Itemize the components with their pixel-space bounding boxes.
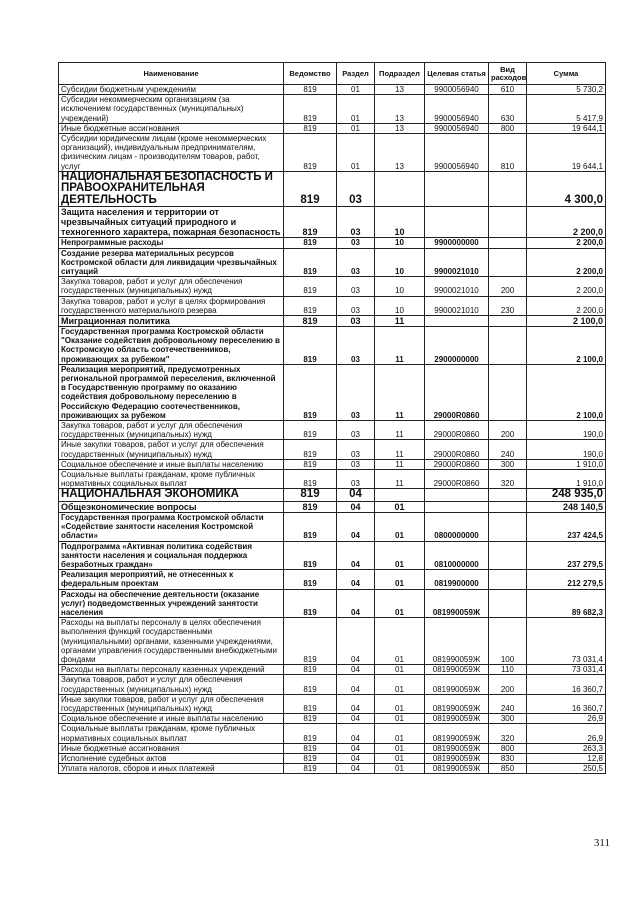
table-row [59, 95, 606, 124]
row-amount: 2 200,0 [527, 238, 606, 248]
row-target-article: 29000R0860 [425, 459, 489, 469]
row-department: 819 [284, 296, 337, 315]
row-department: 819 [284, 315, 337, 326]
row-expense-type [489, 171, 527, 207]
row-subsection: 11 [375, 315, 425, 326]
row-subsection: 13 [375, 134, 425, 172]
row-amount: 250,5 [527, 764, 606, 774]
row-name: Социальное обеспечение и иные выплаты населению [59, 714, 284, 724]
row-section: 04 [337, 589, 375, 618]
table-row [59, 501, 606, 512]
row-target-article: 081990059Ж [425, 675, 489, 694]
row-subsection: 11 [375, 364, 425, 420]
table-row [59, 618, 606, 665]
row-target-article: 0819900000 [425, 570, 489, 589]
table-row [59, 489, 606, 502]
row-name: Субсидии некоммерческим организациям (за исключением государственных (муниципальных) учреждений) [59, 95, 284, 124]
row-section: 03 [337, 470, 375, 489]
row-expense-type [489, 489, 527, 502]
row-name: Закупка товаров, работ и услуг в целях формирования государственного материального резерва [59, 296, 284, 315]
row-amount: 16 360,7 [527, 675, 606, 694]
row-amount: 2 200,0 [527, 277, 606, 296]
row-expense-type: 100 [489, 618, 527, 665]
row-name: Социальные выплаты гражданам, кроме публичных нормативных социальных выплат [59, 470, 284, 489]
row-name: Государственная программа Костромской области "Оказание содействия добровольному переселению в Костромскую область соотечественников, проживающих за рубежом" [59, 326, 284, 364]
row-department: 819 [284, 753, 337, 763]
row-section: 04 [337, 541, 375, 570]
row-expense-type: 630 [489, 95, 527, 124]
row-expense-type: 240 [489, 440, 527, 459]
row-name: Закупка товаров, работ и услуг для обеспечения государственных (муниципальных) нужд [59, 675, 284, 694]
row-section: 03 [337, 326, 375, 364]
row-subsection: 01 [375, 589, 425, 618]
row-name: НАЦИОНАЛЬНАЯ ЭКОНОМИКА [59, 489, 284, 502]
row-expense-type: 200 [489, 277, 527, 296]
row-target-article [425, 501, 489, 512]
row-amount: 2 200,0 [527, 207, 606, 238]
table-row [59, 277, 606, 296]
row-subsection [375, 171, 425, 207]
row-expense-type [489, 501, 527, 512]
row-section: 04 [337, 665, 375, 675]
row-target-article: 29000R0860 [425, 440, 489, 459]
row-section: 04 [337, 764, 375, 774]
row-target-article: 9900021010 [425, 248, 489, 277]
row-amount: 73 031,4 [527, 665, 606, 675]
row-amount: 19 644,1 [527, 134, 606, 172]
table-row [59, 694, 606, 713]
row-section: 04 [337, 489, 375, 502]
row-name: Непрограммные расходы [59, 238, 284, 248]
row-section: 04 [337, 694, 375, 713]
row-expense-type: 800 [489, 123, 527, 133]
row-name: Общеэкономические вопросы [59, 501, 284, 512]
row-amount: 263,3 [527, 743, 606, 753]
row-target-article: 9900056940 [425, 134, 489, 172]
table-row [59, 459, 606, 469]
row-subsection: 11 [375, 326, 425, 364]
row-subsection: 01 [375, 694, 425, 713]
row-section: 03 [337, 315, 375, 326]
table-row [59, 123, 606, 133]
row-expense-type: 800 [489, 743, 527, 753]
table-row [59, 570, 606, 589]
row-name: Социальное обеспечение и иные выплаты населению [59, 459, 284, 469]
table-row [59, 134, 606, 172]
row-section: 03 [337, 440, 375, 459]
row-amount: 5 417,9 [527, 95, 606, 124]
row-target-article: 29000R0860 [425, 470, 489, 489]
row-subsection: 01 [375, 714, 425, 724]
row-name: Иные закупки товаров, работ и услуг для обеспечения государственных (муниципальных) нужд [59, 440, 284, 459]
table-row [59, 420, 606, 439]
row-name: Расходы на выплаты персоналу в целях обеспечения выполнения функций государственными (муниципальными) органами, казенными учреждениями, органами управления государственными внебюджетными фондами [59, 618, 284, 665]
row-target-article [425, 315, 489, 326]
row-section: 03 [337, 364, 375, 420]
table-row [59, 724, 606, 743]
row-name: Уплата налогов, сборов и иных платежей [59, 764, 284, 774]
row-expense-type [489, 364, 527, 420]
row-subsection: 01 [375, 512, 425, 541]
row-subsection: 01 [375, 743, 425, 753]
row-department: 819 [284, 714, 337, 724]
row-section: 04 [337, 501, 375, 512]
row-target-article: 081990059Ж [425, 764, 489, 774]
row-amount: 190,0 [527, 420, 606, 439]
row-department: 819 [284, 512, 337, 541]
row-expense-type: 850 [489, 764, 527, 774]
row-expense-type: 320 [489, 470, 527, 489]
row-amount: 190,0 [527, 440, 606, 459]
row-target-article: 9900000000 [425, 238, 489, 248]
row-expense-type [489, 541, 527, 570]
row-amount: 73 031,4 [527, 618, 606, 665]
row-department: 819 [284, 171, 337, 207]
table-row [59, 470, 606, 489]
row-amount: 2 100,0 [527, 315, 606, 326]
row-name: Закупка товаров, работ и услуг для обеспечения государственных (муниципальных) нужд [59, 277, 284, 296]
row-amount: 2 200,0 [527, 248, 606, 277]
row-name: Субсидии юридическим лицам (кроме некоммерческих организаций), индивидуальным предпринимателям, физическим лицам - производителям товаров, работ, услуг [59, 134, 284, 172]
row-department: 819 [284, 501, 337, 512]
row-expense-type: 300 [489, 714, 527, 724]
row-target-article [425, 489, 489, 502]
row-department: 819 [284, 95, 337, 124]
row-expense-type [489, 207, 527, 238]
row-amount: 26,9 [527, 714, 606, 724]
row-department: 819 [284, 618, 337, 665]
row-section: 03 [337, 248, 375, 277]
header-expense-type: Вид расходов [489, 63, 527, 85]
row-expense-type: 810 [489, 134, 527, 172]
row-section: 03 [337, 277, 375, 296]
row-department: 819 [284, 207, 337, 238]
row-subsection: 13 [375, 123, 425, 133]
row-target-article: 081990059Ж [425, 694, 489, 713]
row-subsection: 01 [375, 570, 425, 589]
row-section: 04 [337, 714, 375, 724]
row-expense-type [489, 512, 527, 541]
row-amount: 5 730,2 [527, 85, 606, 95]
table-row [59, 541, 606, 570]
row-section: 04 [337, 570, 375, 589]
row-section: 01 [337, 95, 375, 124]
row-name: Иные бюджетные ассигнования [59, 743, 284, 753]
row-department: 819 [284, 724, 337, 743]
table-row [59, 85, 606, 95]
row-target-article: 2900000000 [425, 326, 489, 364]
table-row [59, 296, 606, 315]
row-target-article: 29000R0860 [425, 420, 489, 439]
row-subsection: 01 [375, 675, 425, 694]
row-department: 819 [284, 134, 337, 172]
table-row [59, 589, 606, 618]
row-amount: 248 140,5 [527, 501, 606, 512]
row-section: 04 [337, 512, 375, 541]
row-target-article: 081990059Ж [425, 589, 489, 618]
row-amount: 26,9 [527, 724, 606, 743]
row-department: 819 [284, 489, 337, 502]
row-department: 819 [284, 85, 337, 95]
row-expense-type [489, 315, 527, 326]
row-department: 819 [284, 459, 337, 469]
row-subsection: 01 [375, 753, 425, 763]
row-department: 819 [284, 743, 337, 753]
row-target-article: 9900056940 [425, 123, 489, 133]
row-name: Реализация мероприятий, не отнесенных к федеральным проектам [59, 570, 284, 589]
row-name: Миграционная политика [59, 315, 284, 326]
row-name: Расходы на обеспечение деятельности (оказание услуг) подведомственных учреждений занятости населения [59, 589, 284, 618]
budget-table [58, 62, 606, 774]
header-target-article: Целевая статья [425, 63, 489, 85]
row-section: 04 [337, 743, 375, 753]
row-subsection: 11 [375, 459, 425, 469]
row-section: 03 [337, 207, 375, 238]
row-amount: 2 200,0 [527, 296, 606, 315]
row-department: 819 [284, 541, 337, 570]
table-row [59, 315, 606, 326]
row-amount: 1 910,0 [527, 459, 606, 469]
row-target-article: 081990059Ж [425, 665, 489, 675]
table-row [59, 714, 606, 724]
row-expense-type: 610 [489, 85, 527, 95]
row-name: Защита населения и территории от чрезвычайных ситуаций природного и техногенного характера, пожарная безопасность [59, 207, 284, 238]
row-subsection: 10 [375, 238, 425, 248]
row-name: Расходы на выплаты персоналу казенных учреждений [59, 665, 284, 675]
row-amount: 16 360,7 [527, 694, 606, 713]
row-amount: 237 424,5 [527, 512, 606, 541]
row-department: 819 [284, 665, 337, 675]
table-row [59, 238, 606, 248]
row-subsection: 13 [375, 85, 425, 95]
row-amount: 12,8 [527, 753, 606, 763]
row-subsection: 11 [375, 440, 425, 459]
row-amount: 248 935,0 [527, 489, 606, 502]
row-expense-type: 110 [489, 665, 527, 675]
row-name: Подпрограмма «Активная политика содействия занятости населения и социальная поддержка безработных граждан» [59, 541, 284, 570]
row-expense-type: 830 [489, 753, 527, 763]
row-target-article: 0810000000 [425, 541, 489, 570]
row-subsection [375, 489, 425, 502]
row-expense-type [489, 326, 527, 364]
row-department: 819 [284, 364, 337, 420]
row-amount: 237 279,5 [527, 541, 606, 570]
row-subsection: 01 [375, 618, 425, 665]
row-name: Создание резерва материальных ресурсов Костромской области для ликвидации чрезвычайных ситуаций [59, 248, 284, 277]
row-expense-type: 320 [489, 724, 527, 743]
header-name: Наименование [59, 63, 284, 85]
row-expense-type: 200 [489, 420, 527, 439]
row-target-article: 29000R0860 [425, 364, 489, 420]
row-expense-type: 230 [489, 296, 527, 315]
row-amount: 89 682,3 [527, 589, 606, 618]
row-subsection: 10 [375, 248, 425, 277]
table-row [59, 207, 606, 238]
row-subsection: 10 [375, 277, 425, 296]
row-expense-type: 300 [489, 459, 527, 469]
table-row [59, 512, 606, 541]
row-target-article: 9900021010 [425, 277, 489, 296]
row-target-article: 081990059Ж [425, 753, 489, 763]
row-department: 819 [284, 326, 337, 364]
table-row [59, 326, 606, 364]
row-subsection: 10 [375, 296, 425, 315]
table-row [59, 764, 606, 774]
row-department: 819 [284, 123, 337, 133]
row-expense-type [489, 570, 527, 589]
row-section: 01 [337, 85, 375, 95]
table-row [59, 171, 606, 207]
table-row [59, 364, 606, 420]
row-department: 819 [284, 440, 337, 459]
row-expense-type [489, 238, 527, 248]
row-name: Исполнение судебных актов [59, 753, 284, 763]
row-name: Закупка товаров, работ и услуг для обеспечения государственных (муниципальных) нужд [59, 420, 284, 439]
row-department: 819 [284, 675, 337, 694]
row-section: 04 [337, 618, 375, 665]
row-subsection: 11 [375, 420, 425, 439]
row-target-article: 0800000000 [425, 512, 489, 541]
table-row [59, 743, 606, 753]
row-target-article: 081990059Ж [425, 714, 489, 724]
row-expense-type: 200 [489, 675, 527, 694]
row-amount: 4 300,0 [527, 171, 606, 207]
row-department: 819 [284, 694, 337, 713]
row-name: Социальные выплаты гражданам, кроме публичных нормативных социальных выплат [59, 724, 284, 743]
row-amount: 212 279,5 [527, 570, 606, 589]
row-section: 03 [337, 459, 375, 469]
row-section: 03 [337, 238, 375, 248]
row-name: Реализация мероприятий, предусмотренных региональной программой переселения, включенной в Государственную программу по оказанию содействия добровольному переселению в Российскую Федерацию соотечественников, проживающих за рубежом [59, 364, 284, 420]
row-section: 04 [337, 675, 375, 694]
header-department: Ведомство [284, 63, 337, 85]
row-expense-type: 240 [489, 694, 527, 713]
row-section: 01 [337, 123, 375, 133]
header-subsection: Подраздел [375, 63, 425, 85]
row-subsection: 01 [375, 764, 425, 774]
row-subsection: 01 [375, 541, 425, 570]
row-department: 819 [284, 277, 337, 296]
page-number: 311 [593, 837, 610, 849]
row-target-article [425, 171, 489, 207]
table-row [59, 248, 606, 277]
row-section: 04 [337, 753, 375, 763]
row-department: 819 [284, 470, 337, 489]
table-row [59, 753, 606, 763]
row-name: НАЦИОНАЛЬНАЯ БЕЗОПАСНОСТЬ И ПРАВООХРАНИТЕЛЬНАЯ ДЕЯТЕЛЬНОСТЬ [59, 171, 284, 207]
row-expense-type [489, 589, 527, 618]
header-amount: Сумма [527, 63, 606, 85]
header-section: Раздел [337, 63, 375, 85]
table-body [59, 85, 606, 774]
row-target-article: 081990059Ж [425, 743, 489, 753]
row-name: Субсидии бюджетным учреждениям [59, 85, 284, 95]
row-department: 819 [284, 248, 337, 277]
row-section: 03 [337, 171, 375, 207]
row-subsection: 10 [375, 207, 425, 238]
table-row [59, 665, 606, 675]
row-amount: 2 100,0 [527, 326, 606, 364]
row-name: Иные закупки товаров, работ и услуг для обеспечения государственных (муниципальных) нужд [59, 694, 284, 713]
row-section: 01 [337, 134, 375, 172]
row-subsection: 01 [375, 724, 425, 743]
row-section: 04 [337, 724, 375, 743]
row-department: 819 [284, 589, 337, 618]
row-department: 819 [284, 238, 337, 248]
row-target-article: 081990059Ж [425, 724, 489, 743]
table-row [59, 675, 606, 694]
row-subsection: 01 [375, 501, 425, 512]
row-amount: 19 644,1 [527, 123, 606, 133]
row-section: 03 [337, 296, 375, 315]
table-row [59, 440, 606, 459]
row-target-article: 9900021010 [425, 296, 489, 315]
row-target-article: 9900056940 [425, 95, 489, 124]
table-header-row [59, 63, 606, 85]
row-department: 819 [284, 570, 337, 589]
row-expense-type [489, 248, 527, 277]
row-subsection: 13 [375, 95, 425, 124]
row-section: 03 [337, 420, 375, 439]
row-name: Иные бюджетные ассигнования [59, 123, 284, 133]
row-amount: 1 910,0 [527, 470, 606, 489]
row-subsection: 11 [375, 470, 425, 489]
row-name: Государственная программа Костромской области «Содействие занятости населения Костромской области» [59, 512, 284, 541]
row-department: 819 [284, 764, 337, 774]
row-department: 819 [284, 420, 337, 439]
row-subsection: 01 [375, 665, 425, 675]
row-target-article [425, 207, 489, 238]
row-amount: 2 100,0 [527, 364, 606, 420]
row-target-article: 9900056940 [425, 85, 489, 95]
row-target-article: 081990059Ж [425, 618, 489, 665]
